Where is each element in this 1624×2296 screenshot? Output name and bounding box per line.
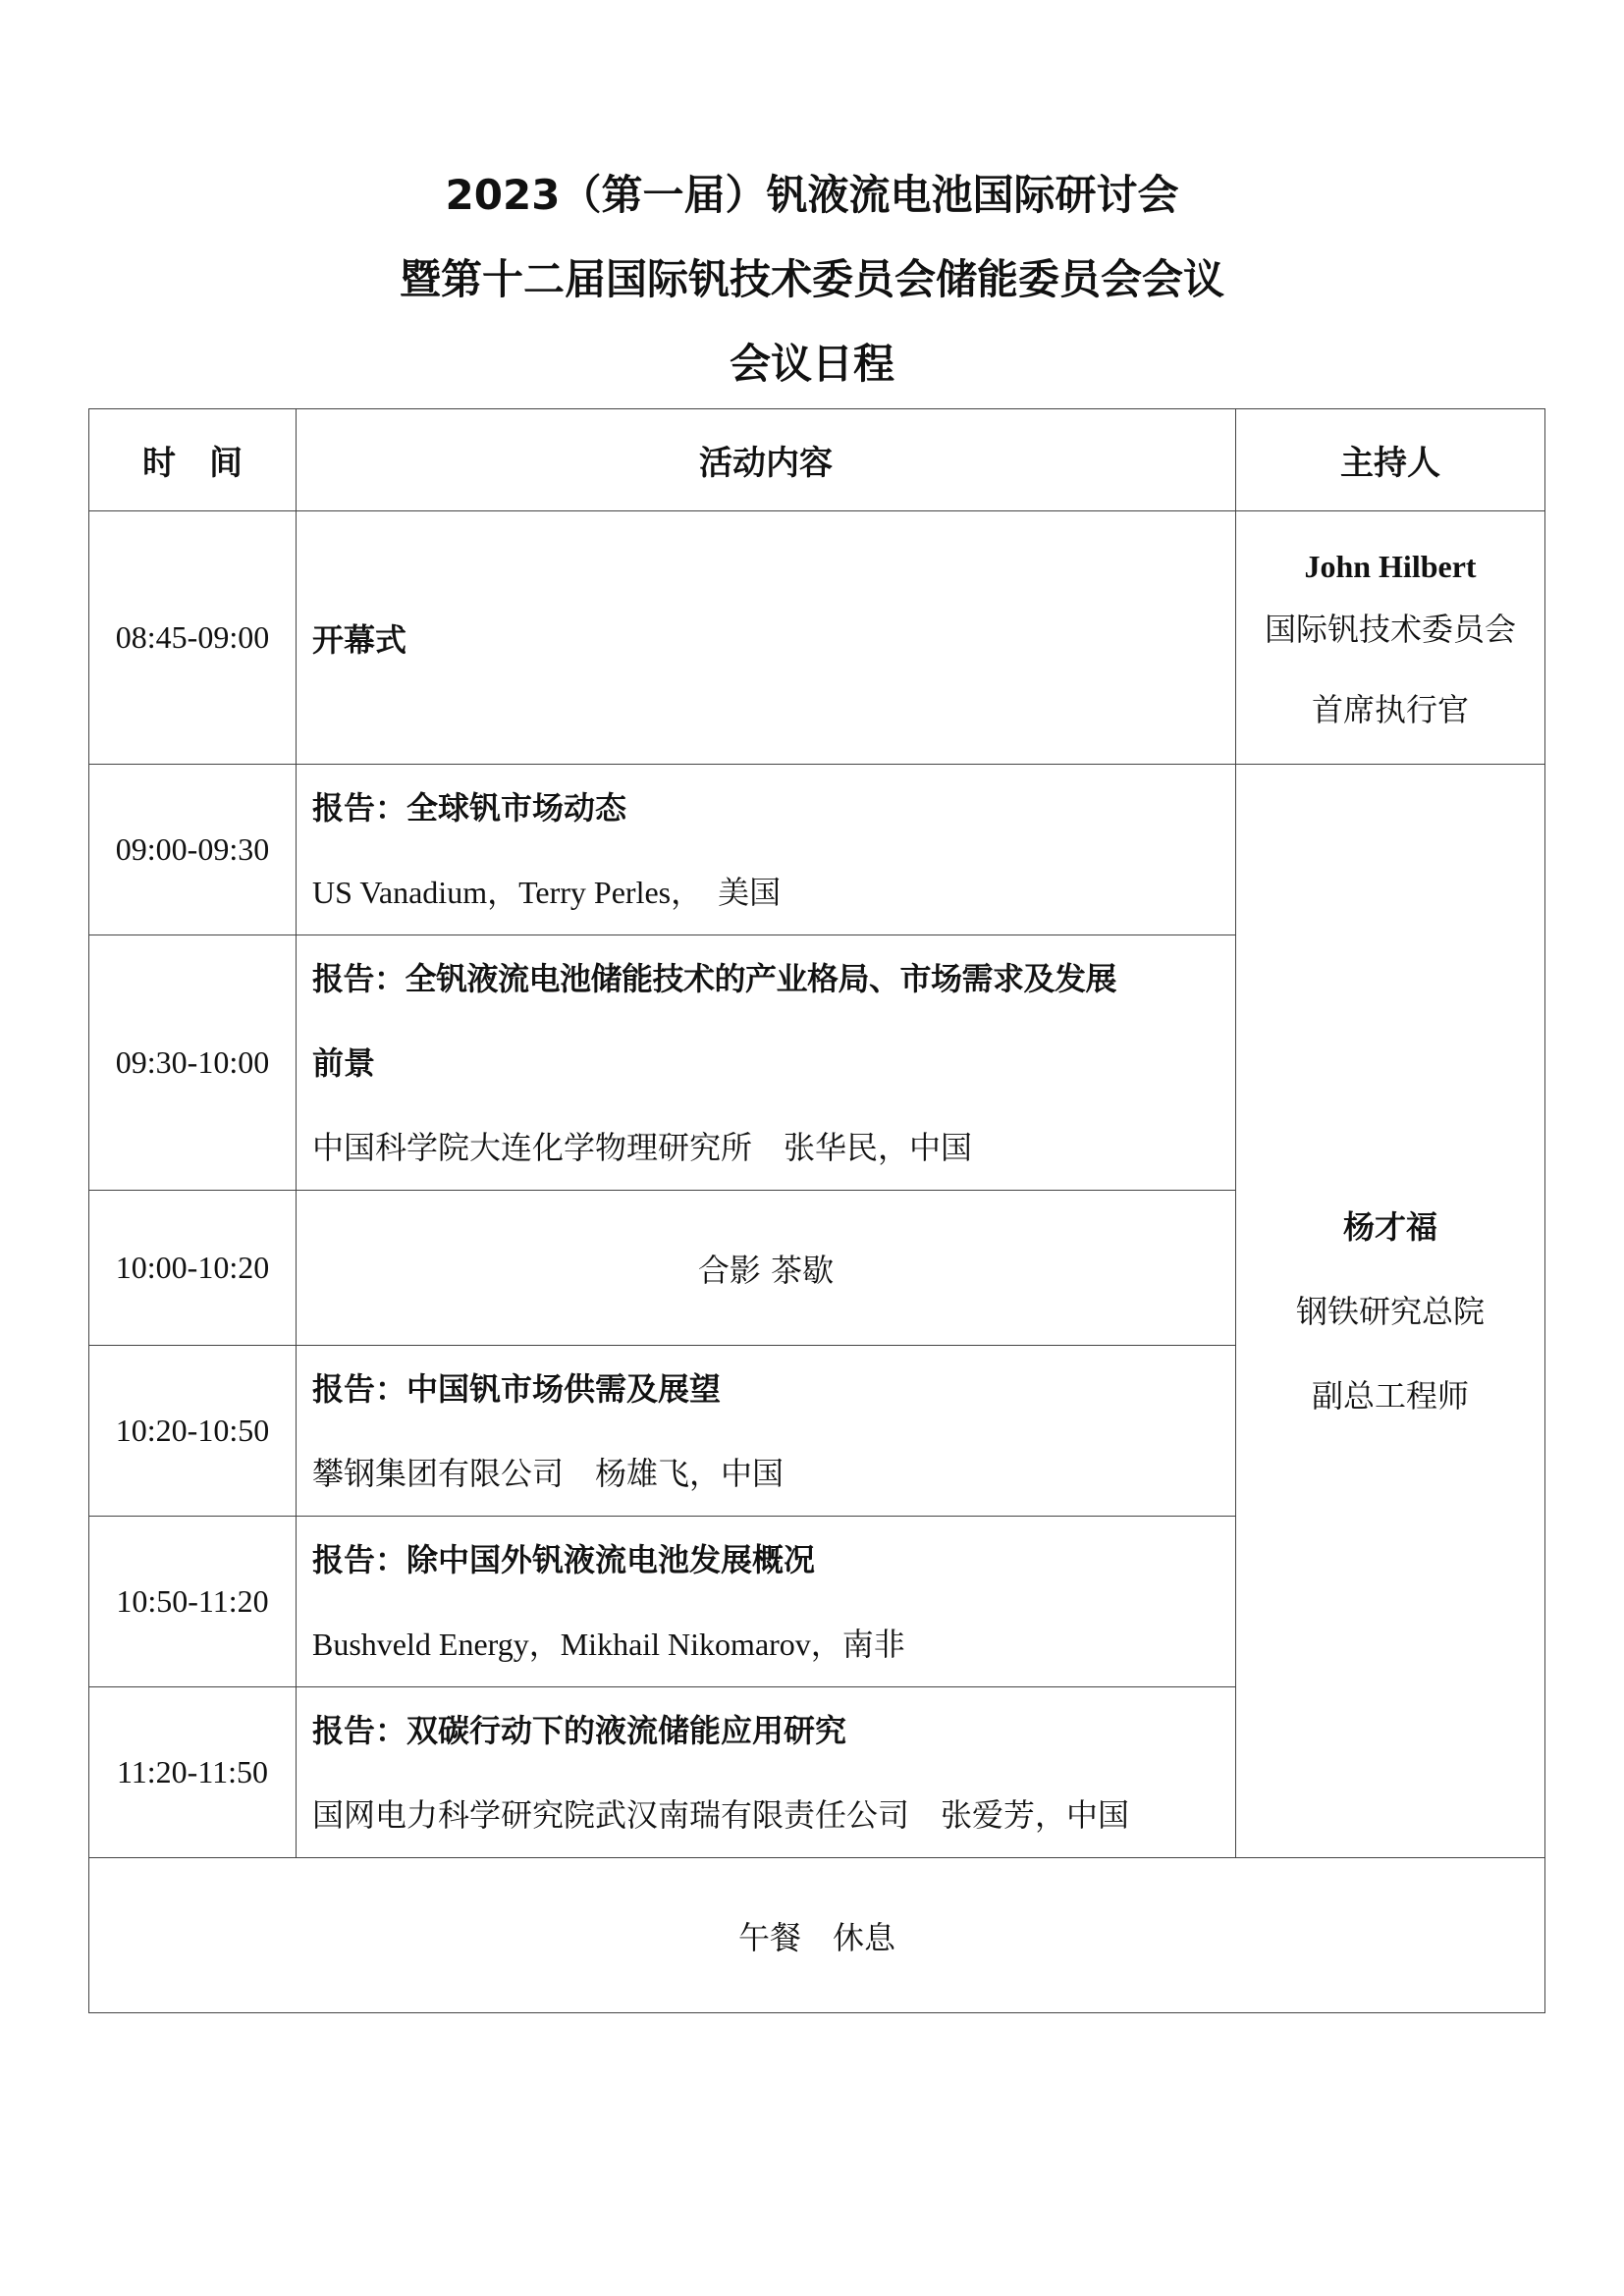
- table-row: [89, 765, 1545, 935]
- table-header-row: [89, 409, 1545, 511]
- activity-speaker: 国网电力科学研究院武汉南瑞有限责任公司 张爱芳，中国: [312, 1796, 1130, 1833]
- header-time: 时 间: [89, 409, 297, 511]
- activity-cell: 合影 茶歇: [297, 1191, 1236, 1346]
- time-cell: 10:20-10:50: [89, 1346, 297, 1517]
- activity-title: 报告：双碳行动下的液流储能应用研究: [312, 1711, 847, 1749]
- host-role: 副总工程师: [1311, 1376, 1469, 1415]
- time-cell: 10:00-10:20: [89, 1191, 297, 1346]
- host-org: 国际钒技术委员会: [1264, 610, 1516, 648]
- activity-title-continued: 前景: [312, 1043, 376, 1082]
- activity-speaker: US Vanadium，Terry Perles， 美国: [312, 874, 782, 910]
- activity-speaker: 攀钢集团有限公司 杨雄飞，中国: [312, 1455, 785, 1491]
- table-row-lunch: [89, 1858, 1545, 2013]
- activity-speaker: Bushveld Energy，Mikhail Nikomarov，南非: [312, 1626, 905, 1662]
- activity-cell: [297, 1687, 1236, 1858]
- agenda-heading: 会议日程: [729, 340, 894, 388]
- conference-title: 2023（第一届）钒液流电池国际研讨会: [445, 171, 1179, 219]
- activity-title: 报告：全球钒市场动态: [312, 788, 627, 827]
- time-cell: 09:30-10:00: [89, 935, 297, 1191]
- host-cell: [1236, 765, 1545, 1858]
- activity-speaker: 中国科学院大连化学物理研究所 张华民，中国: [312, 1129, 973, 1165]
- activity-title: 报告：全钒液流电池储能技术的产业格局、市场需求及发展: [312, 959, 1117, 997]
- header-host: 主持人: [1236, 409, 1545, 511]
- activity-cell: [297, 1517, 1236, 1687]
- activity-cell: [297, 1346, 1236, 1517]
- activity-cell: [297, 765, 1236, 935]
- agenda-table: [88, 408, 1545, 2013]
- time-cell: 10:50-11:20: [89, 1517, 297, 1687]
- header-activity: 活动内容: [297, 409, 1236, 511]
- time-cell: 09:00-09:30: [89, 765, 297, 935]
- time-cell: 08:45-09:00: [89, 511, 297, 765]
- host-name: 杨才福: [1342, 1207, 1437, 1246]
- activity-title: 报告：中国钒市场供需及展望: [312, 1369, 722, 1408]
- time-cell: 11:20-11:50: [89, 1687, 297, 1858]
- host-cell: [1236, 511, 1545, 765]
- conference-subtitle: 暨第十二届国际钒技术委员会储能委员会会议: [399, 255, 1224, 303]
- activity-cell: [297, 935, 1236, 1191]
- table-row: [89, 511, 1545, 765]
- activity-title: 报告：除中国外钒液流电池发展概况: [312, 1540, 816, 1578]
- activity-cell: [297, 511, 1236, 765]
- host-role: 首席执行官: [1311, 690, 1469, 728]
- host-org: 钢铁研究总院: [1295, 1292, 1485, 1330]
- lunch-break-cell: 午餐 休息: [89, 1858, 1545, 2013]
- host-name: John Hilbert: [1304, 548, 1477, 584]
- activity-title: 开幕式: [312, 620, 407, 659]
